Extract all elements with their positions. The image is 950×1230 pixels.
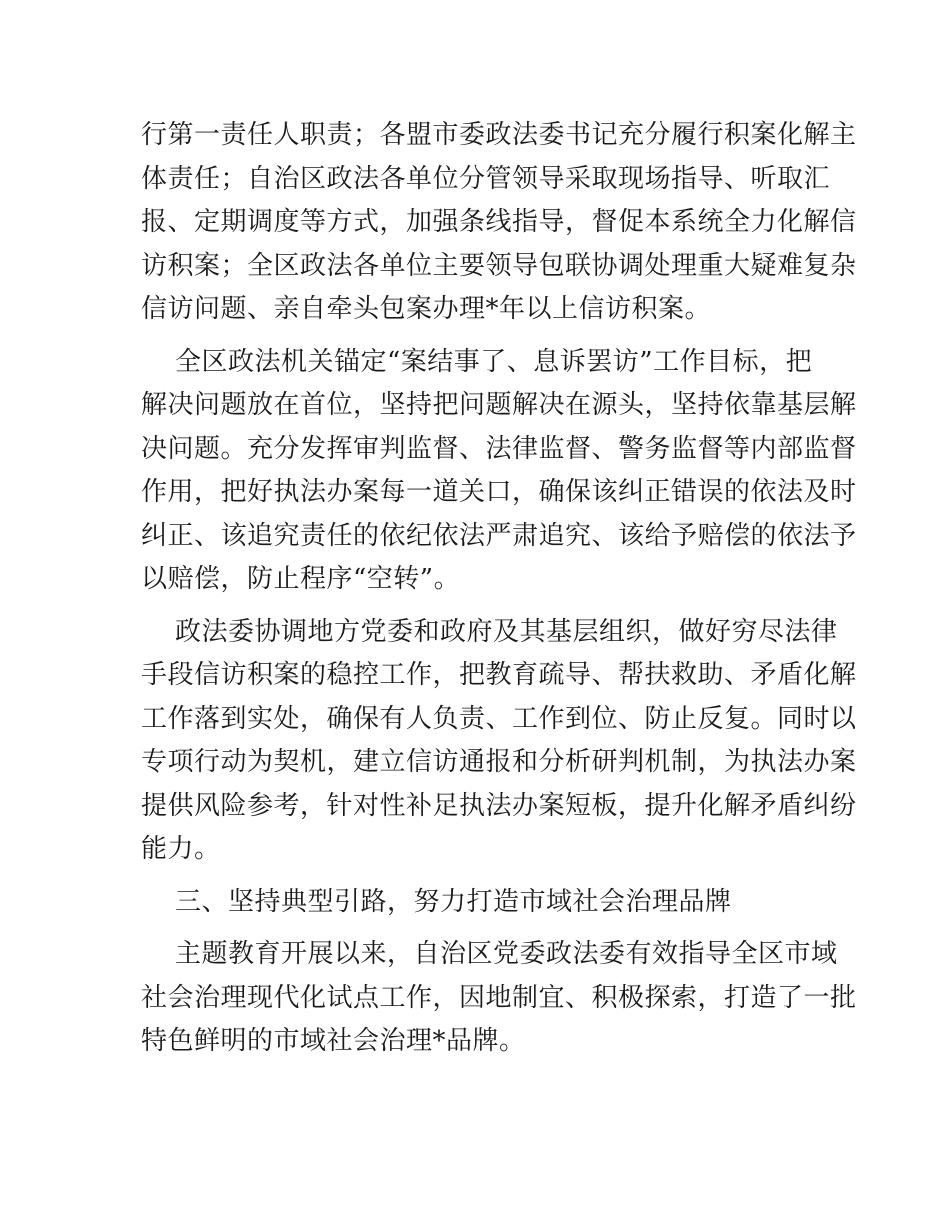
text-line: 行第一责任人职责；各盟市委政法委书记充分履行积案化解主 <box>141 120 857 150</box>
paragraph <box>141 933 857 1064</box>
text-line: 提供风险参考，针对性补足执法办案短板，提升化解矛盾纠纷 <box>141 790 857 821</box>
text-line: 信访问题、亲自牵头包案办理*年以上信访积案。 <box>141 294 712 324</box>
text-line: 政法委协调地方党委和政府及其基层组织，做好穷尽法律 <box>175 616 838 647</box>
text-line: 社会治理现代化试点工作，因地制宜、积极探索，打造了一批 <box>141 982 857 1013</box>
paragraph-continuation <box>141 114 857 332</box>
text-line: 全区政法机关锚定“案结事了、息诉罢访”工作目标，把 <box>175 346 813 377</box>
paragraph <box>141 611 857 872</box>
paragraph <box>141 341 857 602</box>
text-line: 报、定期调度等方式，加强条线指导，督促本系统全力化解信 <box>141 207 857 237</box>
text-line: 能力。 <box>141 834 221 864</box>
text-line: 工作落到实处，确保有人负责、工作到位、防止反复。同时以 <box>141 703 857 734</box>
text-line: 以赔偿，防止程序“空转”。 <box>141 564 461 594</box>
text-line: 纠正、该追究责任的依纪依法严肃追究、该给予赔偿的依法予 <box>141 520 857 551</box>
text-line: 特色鲜明的市域社会治理*品牌。 <box>141 1026 526 1056</box>
text-line: 主题教育开展以来，自治区党委政法委有效指导全区市域 <box>175 939 838 969</box>
text-line: 解决问题放在首位，坚持把问题解决在源头，坚持依靠基层解 <box>141 390 857 420</box>
document-body <box>141 114 857 1064</box>
text-line: 三、坚持典型引路，努力打造市域社会治理品牌 <box>175 886 732 917</box>
text-line: 体责任；自治区政法各单位分管领导采取现场指导、听取汇 <box>141 163 831 194</box>
text-line: 作用，把好执法办案每一道关口，确保该纠正错误的依法及时 <box>141 477 857 507</box>
text-line: 访积案；全区政法各单位主要领导包联协调处理重大疑难复杂 <box>141 250 857 281</box>
text-line: 专项行动为契机，建立信访通报和分析研判机制，为执法办案 <box>141 747 857 777</box>
text-line: 手段信访积案的稳控工作，把教育疏导、帮扶救助、矛盾化解 <box>141 660 857 690</box>
text-line: 决问题。充分发挥审判监督、法律监督、警务监督等内部监督 <box>141 433 857 464</box>
section-heading <box>141 881 813 925</box>
